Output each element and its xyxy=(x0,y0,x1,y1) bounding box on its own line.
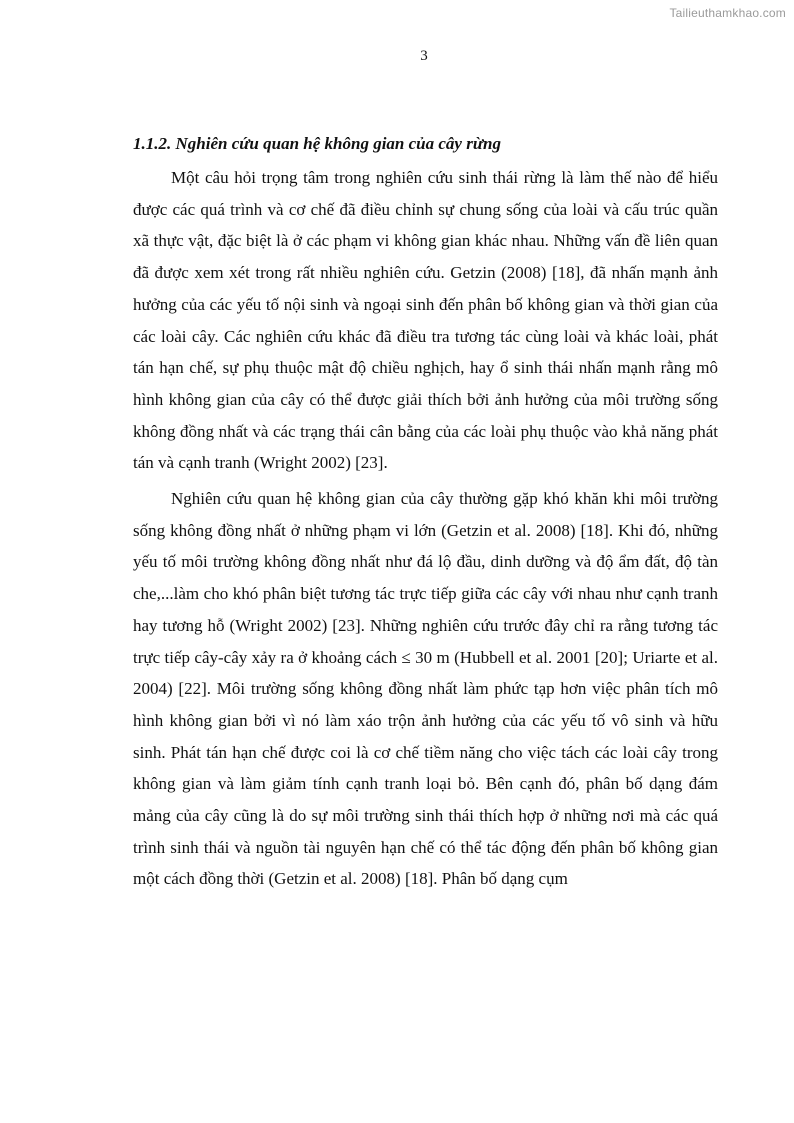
document-body xyxy=(133,130,718,899)
paragraph: Một câu hỏi trọng tâm trong nghiên cứu sinh thái rừng là làm thế nào để hiểu được các quá trình và cơ chế đã điều chỉnh sự chung sống của loài và cấu trúc quần xã thực vật, đặc biệt là ở các phạm vi không gian khác nhau. Những vấn đề liên quan đã được xem xét trong rất nhiều nghiên cứu. Getzin (2008) [18], đã nhấn mạnh ảnh hưởng của các yếu tố nội sinh và ngoại sinh đến phân bố không gian và thời gian của các loài cây. Các nghiên cứu khác đã điều tra tương tác cùng loài và khác loài, phát tán hạn chế, sự phụ thuộc mật độ chiều nghịch, hay ổ sinh thái nhấn mạnh rằng mô hình không gian của cây có thể được giải thích bởi ảnh hưởng của môi trường sống không đồng nhất và các trạng thái cân bằng của các loài phụ thuộc vào khả năng phát tán và cạnh tranh (Wright 2002) [23]. xyxy=(133,168,718,473)
watermark: Tailieuthamkhao.com xyxy=(669,6,786,20)
section-heading: 1.1.2. Nghiên cứu quan hệ không gian của cây rừng xyxy=(133,134,501,153)
paragraph: Nghiên cứu quan hệ không gian của cây thường gặp khó khăn khi môi trường sống không đồng nhất ở những phạm vi lớn (Getzin et al. 2008) [18]. Khi đó, những yếu tố môi trường không đồng nhất như đá lộ đầu, dinh dưỡng và độ ẩm đất, độ tàn che,...làm cho khó phân biệt tương tác trực tiếp giữa các cây với nhau như cạnh tranh hay tương hỗ (Wright 2002) [23]. Những nghiên cứu trước đây chỉ ra rằng tương tác trực tiếp cây-cây xảy ra ở khoảng cách ≤ 30 m (Hubbell et al. 2001 [20]; Uriarte et al. 2004) [22]. Môi trường sống không đồng nhất làm phức tạp hơn việc phân tích mô hình không gian bởi vì nó làm xáo trộn ảnh hưởng của các yếu tố vô sinh và hữu sinh. Phát tán hạn chế được coi là cơ chế tiềm năng cho việc tách các loài cây trong không gian và làm giảm tính cạnh tranh loại bỏ. Bên cạnh đó, phân bố dạng đám mảng của cây cũng là do sự môi trường sinh thái thích hợp ở những nơi mà các quá trình sinh thái và nguồn tài nguyên hạn chế có thể tác động đến phân bố không gian một cách đồng thời (Getzin et al. 2008) [18]. Phân bố dạng cụm xyxy=(133,489,718,889)
page-number: 3 xyxy=(420,48,428,64)
